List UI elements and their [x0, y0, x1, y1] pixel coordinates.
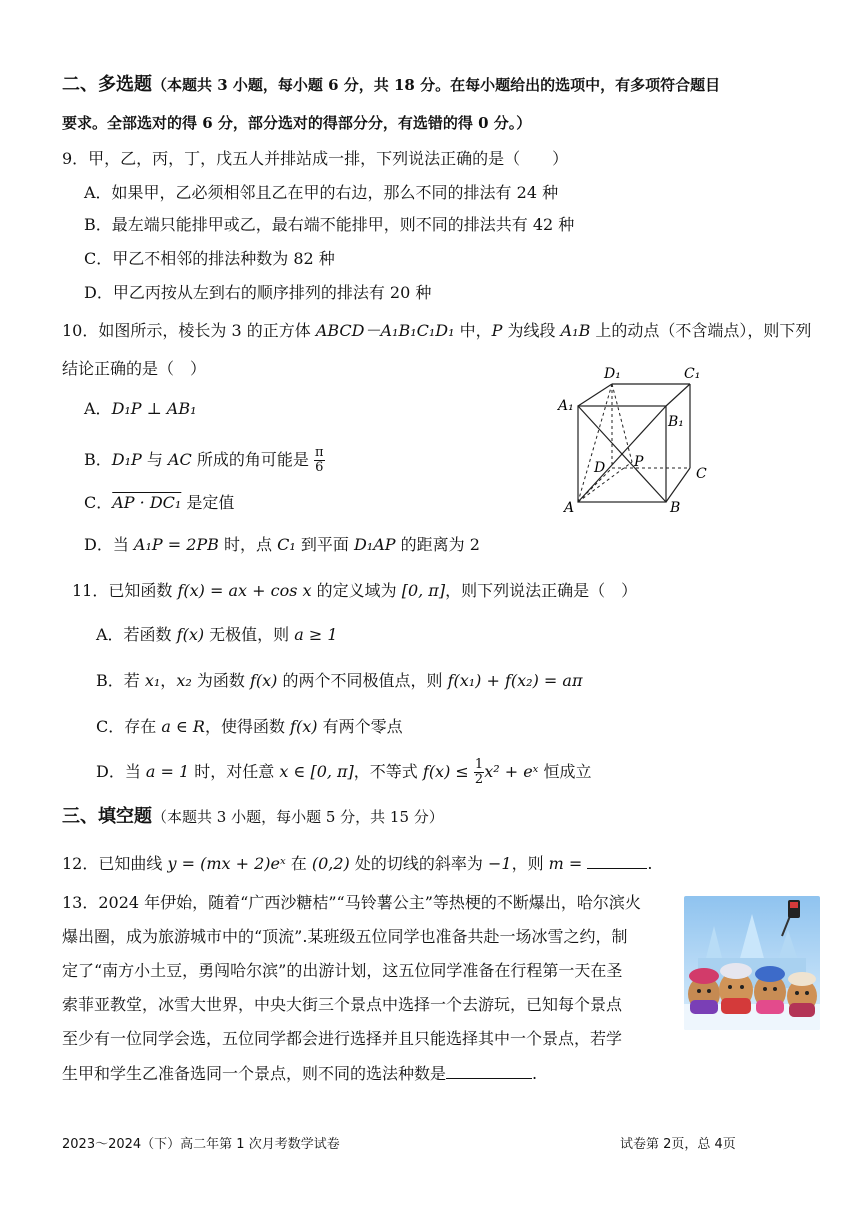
q11-d-math: x ∈ [0, π] — [279, 762, 354, 781]
q10-c-vector: AP · DC₁ — [112, 493, 182, 512]
q13-text: 生甲和学生乙准备选同一个景点，则不同的选法种数是 — [62, 1064, 447, 1083]
q11-b-math: f(x) — [249, 671, 278, 690]
option-label: B．若 — [96, 671, 145, 690]
q13-line: 至少有一位同学会选，五位同学都会进行选择并且只能选择其中一个景点，若学 — [62, 1029, 623, 1048]
q10-b-text: 与 — [141, 450, 168, 469]
label-a1: A₁ — [558, 398, 574, 414]
q10-c-text: 是定值 — [181, 493, 235, 512]
option-label: A．若函数 — [96, 625, 177, 644]
label-c1: C₁ — [684, 366, 701, 382]
option-label: A． — [84, 399, 112, 418]
q11-a-math: a ≥ 1 — [294, 625, 338, 644]
q11-d-text: ，不等式 — [353, 762, 423, 781]
q10-segment: A₁B — [560, 321, 591, 340]
q10-b-math: AC — [167, 450, 192, 469]
option-label: C． — [84, 493, 113, 512]
q10-stem-part: 10．如图所示，棱长为 3 的正方体 — [62, 321, 316, 340]
q10-d-text: 的距离为 2 — [395, 535, 480, 554]
q10-d-math: C₁ — [277, 535, 296, 554]
q12-stem — [62, 852, 653, 875]
answer-blank[interactable] — [446, 1062, 532, 1079]
q11-b-text: 的两个不同极值点，则 — [277, 671, 448, 690]
q11-option-d — [96, 758, 591, 787]
q12-m: m = — [548, 854, 588, 873]
q12-curve: y = (mx + 2)eˣ — [167, 854, 286, 873]
label-b: B — [670, 500, 681, 516]
q10-stem-part: 上的动点（不含端点），则下列 — [590, 321, 812, 340]
q10-a-math: D₁P ⊥ AB₁ — [111, 399, 197, 418]
option-label: D．当 — [96, 762, 146, 781]
q12-stem-part: 在 — [285, 854, 312, 873]
q12-stem-part: ，则 — [511, 854, 549, 873]
fraction-denominator: 2 — [474, 772, 484, 787]
q11-option-c — [96, 716, 403, 738]
q11-d-text: 时，对任意 — [189, 762, 280, 781]
label-a: A — [564, 500, 575, 516]
q11-function: f(x) = ax + cos x — [177, 581, 312, 600]
fraction-numerator: 1 — [474, 757, 484, 772]
fraction — [474, 758, 484, 787]
q11-stem-part: 的定义域为 — [311, 581, 402, 600]
q11-option-b — [96, 670, 582, 692]
q13-line-last — [62, 1062, 537, 1085]
q12-stem-part: 12．已知曲线 — [62, 854, 168, 873]
q11-b-math: f(x₁) + f(x₂) = aπ — [447, 671, 583, 690]
q10-b-text: 所成的角可能是 — [191, 450, 314, 469]
q11-domain: [0, π] — [401, 581, 446, 600]
option-label: D．当 — [84, 535, 134, 554]
q11-d-math: f(x) ≤ — [422, 762, 474, 781]
q10-stem — [62, 320, 811, 342]
section2-heading — [62, 74, 720, 96]
q10-stem-part: 为线段 — [502, 321, 561, 340]
q10-point-p: P — [491, 321, 503, 340]
section2-note-line2: 要求。全部选对的得 6 分，部分选对的得部分分，有选错的得 0 分。） — [62, 114, 532, 132]
q9-option-a: A．如果甲，乙必须相邻且乙在甲的右边，那么不同的排法有 24 种 — [84, 183, 559, 202]
q11-c-math: a ∈ R — [161, 717, 205, 736]
cube-figure — [556, 362, 726, 517]
q13-line: 爆出圈，成为旅游城市中的“顶流”.某班级五位同学也准备共赴一场冰雪之约，制 — [62, 927, 628, 946]
q11-b-text: ， — [160, 671, 177, 690]
q12-end: . — [647, 854, 653, 873]
q13-line: 索菲亚教堂，冰雪大世界，中央大街三个景点中选择一个去游玩，已知每个景点 — [62, 995, 623, 1014]
q10-cube-name: ABCD－A₁B₁C₁D₁ — [315, 321, 455, 340]
q10-d-text: 时，点 — [218, 535, 278, 554]
q11-c-text: 有两个零点 — [317, 717, 403, 736]
q11-option-a — [96, 624, 338, 646]
label-c: C — [696, 466, 707, 482]
q11-a-text: 无极值，则 — [204, 625, 295, 644]
q10-option-b — [84, 446, 325, 475]
q10-stem-line2: 结论正确的是（ ） — [62, 359, 207, 378]
q13-line: 13．2024 年伊始，随着“广西沙糖桔”“马铃薯公主”等热梗的不断爆出，哈尔滨火 — [62, 893, 641, 912]
option-label: C．存在 — [96, 717, 162, 736]
section3-heading — [62, 806, 444, 828]
q11-stem — [72, 580, 637, 602]
footer-page-number: 试卷第 2页，总 4页 — [620, 1137, 736, 1152]
q11-c-math: f(x) — [290, 717, 318, 736]
q11-stem-part: ，则下列说法正确是（ ） — [445, 581, 638, 600]
q13-end: . — [532, 1064, 538, 1083]
answer-blank[interactable] — [587, 852, 647, 869]
q11-a-math: f(x) — [176, 625, 205, 644]
label-d1: D₁ — [604, 366, 621, 382]
section2-note: （本题共 3 小题，每小题 6 分，共 18 分。在每小题给出的选项中，有多项符合题目 — [152, 76, 721, 94]
q9-option-c: C．甲乙不相邻的排法种数为 82 种 — [84, 249, 335, 268]
fraction-denominator: 6 — [315, 460, 324, 475]
fraction-numerator: π — [314, 445, 324, 460]
q11-stem-part: 11．已知函数 — [72, 581, 178, 600]
label-p: P — [634, 454, 644, 470]
q12-slope: −1 — [487, 854, 512, 873]
footer-title: 2023～2024（下）高二年第 1 次月考数学试卷 — [62, 1137, 340, 1152]
q11-d-math: a = 1 — [145, 762, 190, 781]
q11-d-math: x² + eˣ — [484, 762, 539, 781]
fraction — [314, 446, 325, 475]
q10-option-c — [84, 492, 234, 514]
q12-stem-part: 处的切线的斜率为 — [349, 854, 488, 873]
q12-point: (0,2) — [311, 854, 350, 873]
q10-option-d — [84, 534, 480, 556]
label-d: D — [594, 460, 606, 476]
option-label: B． — [84, 450, 112, 469]
q11-b-math: x₂ — [176, 671, 192, 690]
q10-d-math: D₁AP — [353, 535, 396, 554]
q11-b-text: 为函数 — [191, 671, 250, 690]
section3-note: （本题共 3 小题，每小题 5 分，共 15 分） — [152, 808, 444, 826]
label-b1: B₁ — [668, 414, 684, 430]
q10-option-a — [84, 398, 197, 420]
q10-d-math: A₁P = 2PB — [133, 535, 219, 554]
harbin-illustration — [684, 896, 820, 1030]
q11-c-text: ，使得函数 — [204, 717, 291, 736]
section3-title: 三、填空题 — [62, 806, 152, 827]
q10-d-text: 到平面 — [295, 535, 354, 554]
q9-stem: 9．甲，乙，丙，丁，戊五人并排站成一排，下列说法正确的是（ ） — [62, 149, 569, 168]
q9-option-b: B．最左端只能排甲或乙，最右端不能排甲，则不同的排法共有 42 种 — [84, 215, 575, 234]
q13-line: 定了“南方小土豆，勇闯哈尔滨”的出游计划，这五位同学准备在行程第一天在圣 — [62, 961, 623, 980]
q9-option-d: D．甲乙丙按从左到右的顺序排列的排法有 20 种 — [84, 283, 432, 302]
q10-stem-part: 中， — [454, 321, 492, 340]
q11-d-text: 恒成立 — [538, 762, 592, 781]
q10-b-math: D₁P — [111, 450, 142, 469]
q11-b-math: x₁ — [144, 671, 161, 690]
section2-title: 二、多选题 — [62, 74, 152, 95]
